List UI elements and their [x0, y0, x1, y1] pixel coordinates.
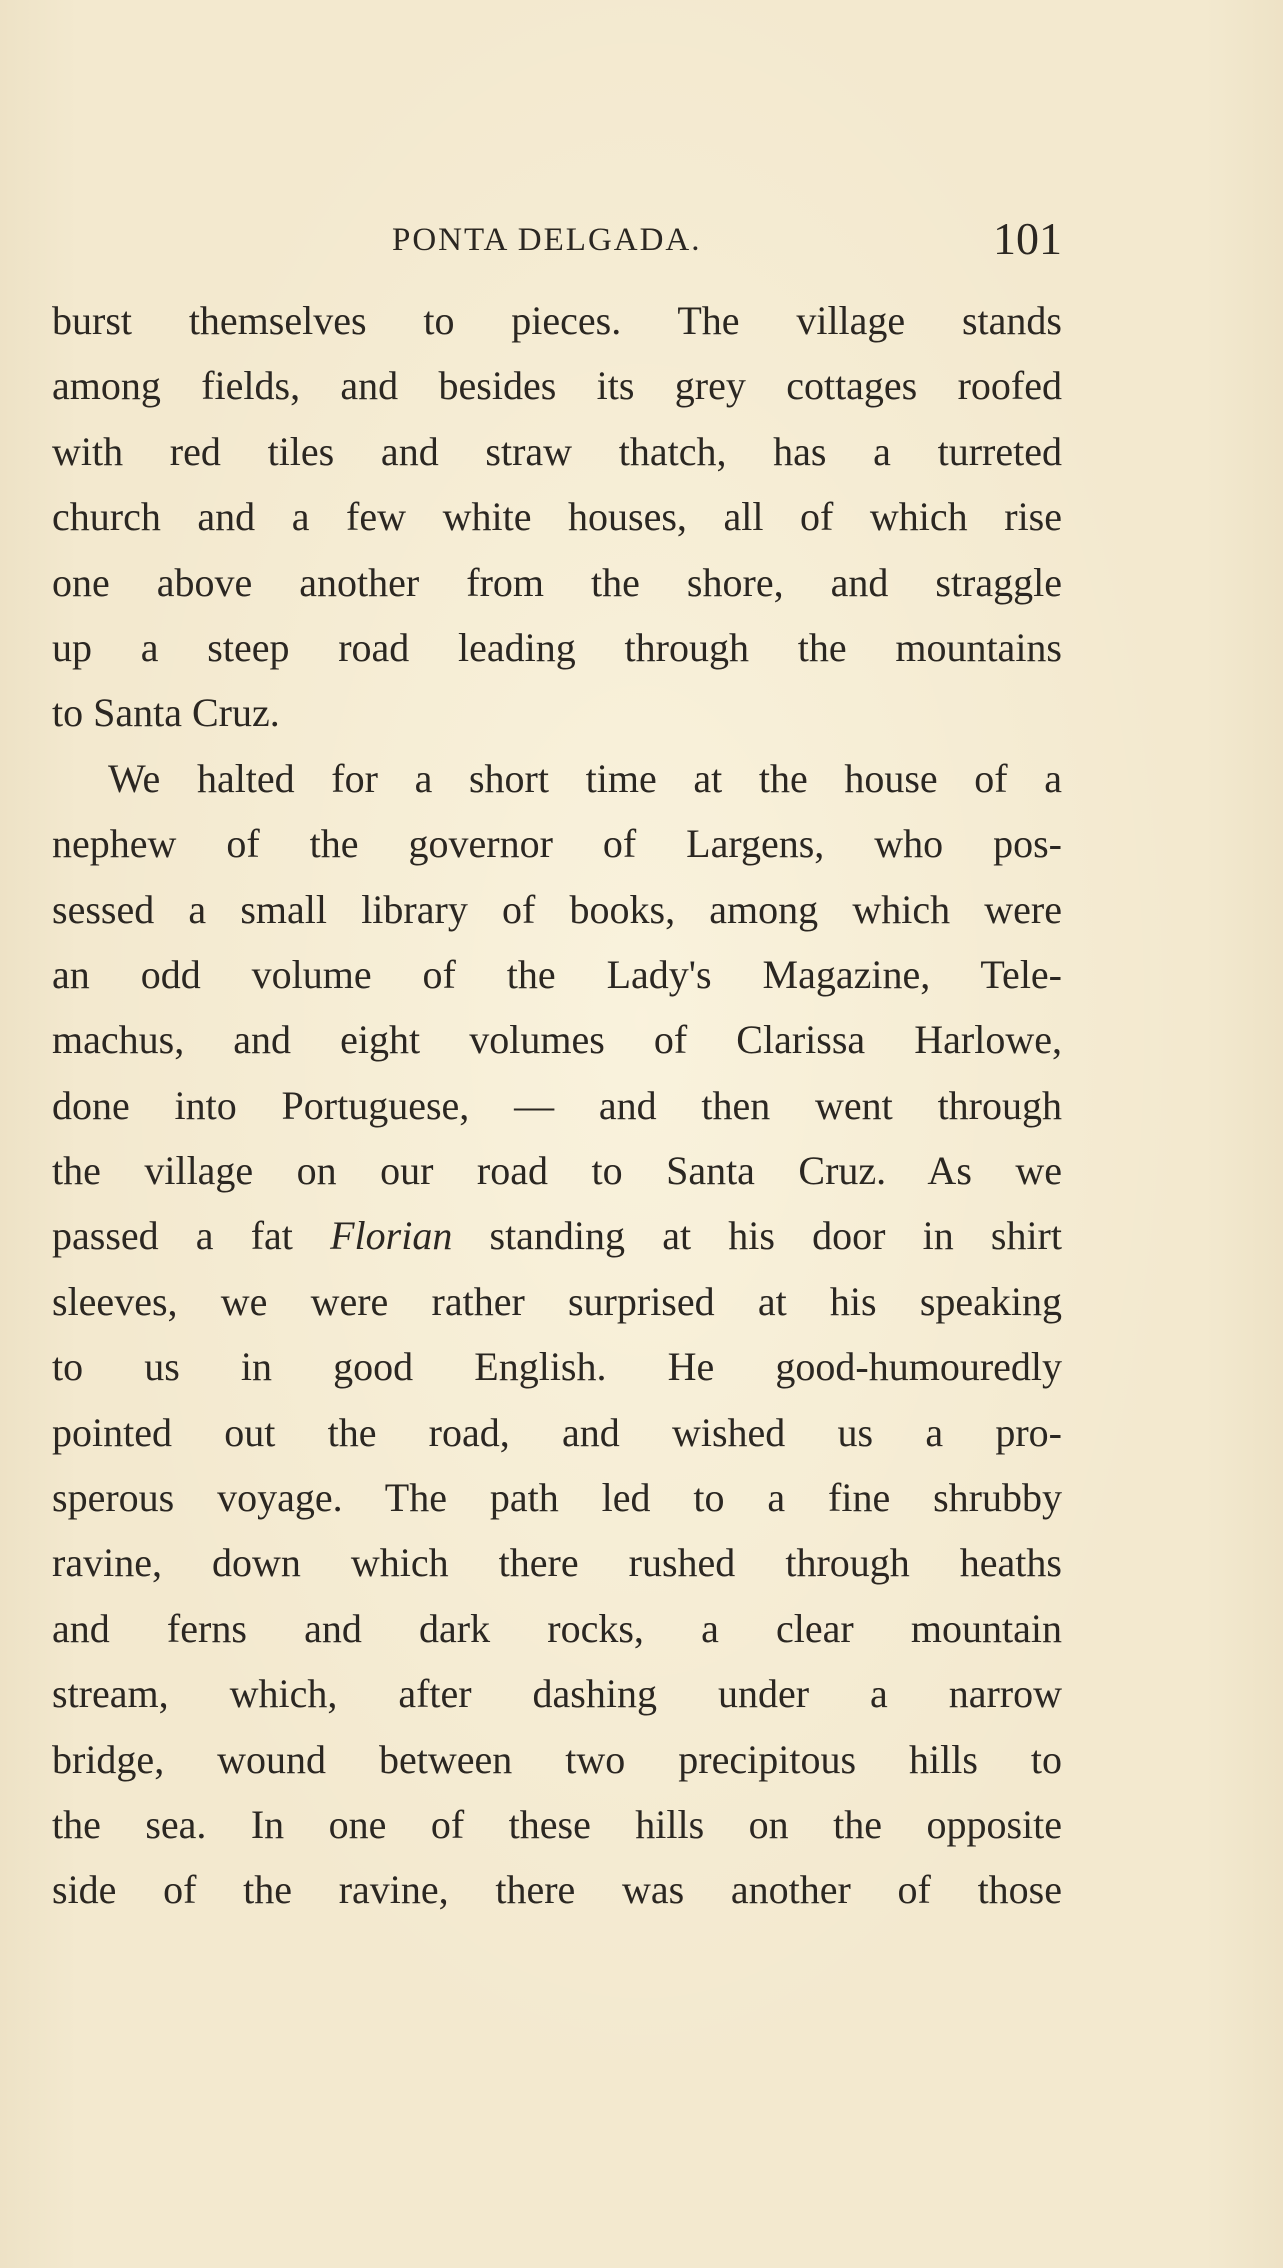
text-line: church and a few white houses, all of which rise	[52, 494, 1062, 540]
text-segment: standing at his door in shirt	[452, 1213, 1062, 1259]
text-line: among fields, and besides its grey cottages roofed	[52, 363, 1062, 409]
text-line: sleeves, we were rather surprised at his speaking	[52, 1278, 1062, 1324]
text-line: nephew of the governor of Largens, who pos-	[52, 821, 1062, 867]
text-line: and ferns and dark rocks, a clear mountain	[52, 1605, 1062, 1651]
text-line: to us in good English. He good-humouredly	[52, 1344, 1062, 1390]
running-title: PONTA DELGADA.	[392, 222, 702, 258]
text-line: one above another from the shore, and straggle	[52, 559, 1062, 605]
text-line: ravine, down which there rushed through heaths	[52, 1540, 1062, 1586]
text-line: machus, and eight volumes of Clarissa Harlowe,	[52, 1017, 1062, 1063]
running-head	[52, 212, 1062, 272]
text-line: stream, which, after dashing under a narrow	[52, 1671, 1062, 1717]
text-line: burst themselves to pieces. The village stands	[52, 298, 1062, 343]
text-line: the sea. In one of these hills on the opposite	[52, 1801, 1062, 1847]
body-text	[52, 288, 1062, 1923]
text-line: pointed out the road, and wished us a pro-	[52, 1409, 1062, 1455]
italic-word: Florian	[330, 1213, 453, 1259]
page-number: 101	[993, 213, 1062, 264]
text-line	[52, 1203, 1062, 1268]
text-line: bridge, wound between two precipitous hills to	[52, 1736, 1062, 1782]
text-segment: passed a fat	[52, 1213, 331, 1259]
text-line: sessed a small library of books, among which were	[52, 886, 1062, 932]
text-line: an odd volume of the Lady's Magazine, Tele-	[52, 951, 1062, 997]
text-line: with red tiles and straw thatch, has a turreted	[52, 428, 1062, 474]
text-line: the village on our road to Santa Cruz. As we	[52, 1148, 1062, 1194]
text-line: sperous voyage. The path led to a fine shrubby	[52, 1475, 1062, 1521]
paragraph-end-line: to Santa Cruz.	[52, 690, 280, 736]
text-line: done into Portuguese, — and then went through	[52, 1082, 1062, 1128]
text-line: side of the ravine, there was another of those	[52, 1867, 1062, 1913]
text-line: up a steep road leading through the mountains	[52, 624, 1062, 670]
paragraph-start-line: We halted for a short time at the house of a	[108, 755, 1062, 801]
